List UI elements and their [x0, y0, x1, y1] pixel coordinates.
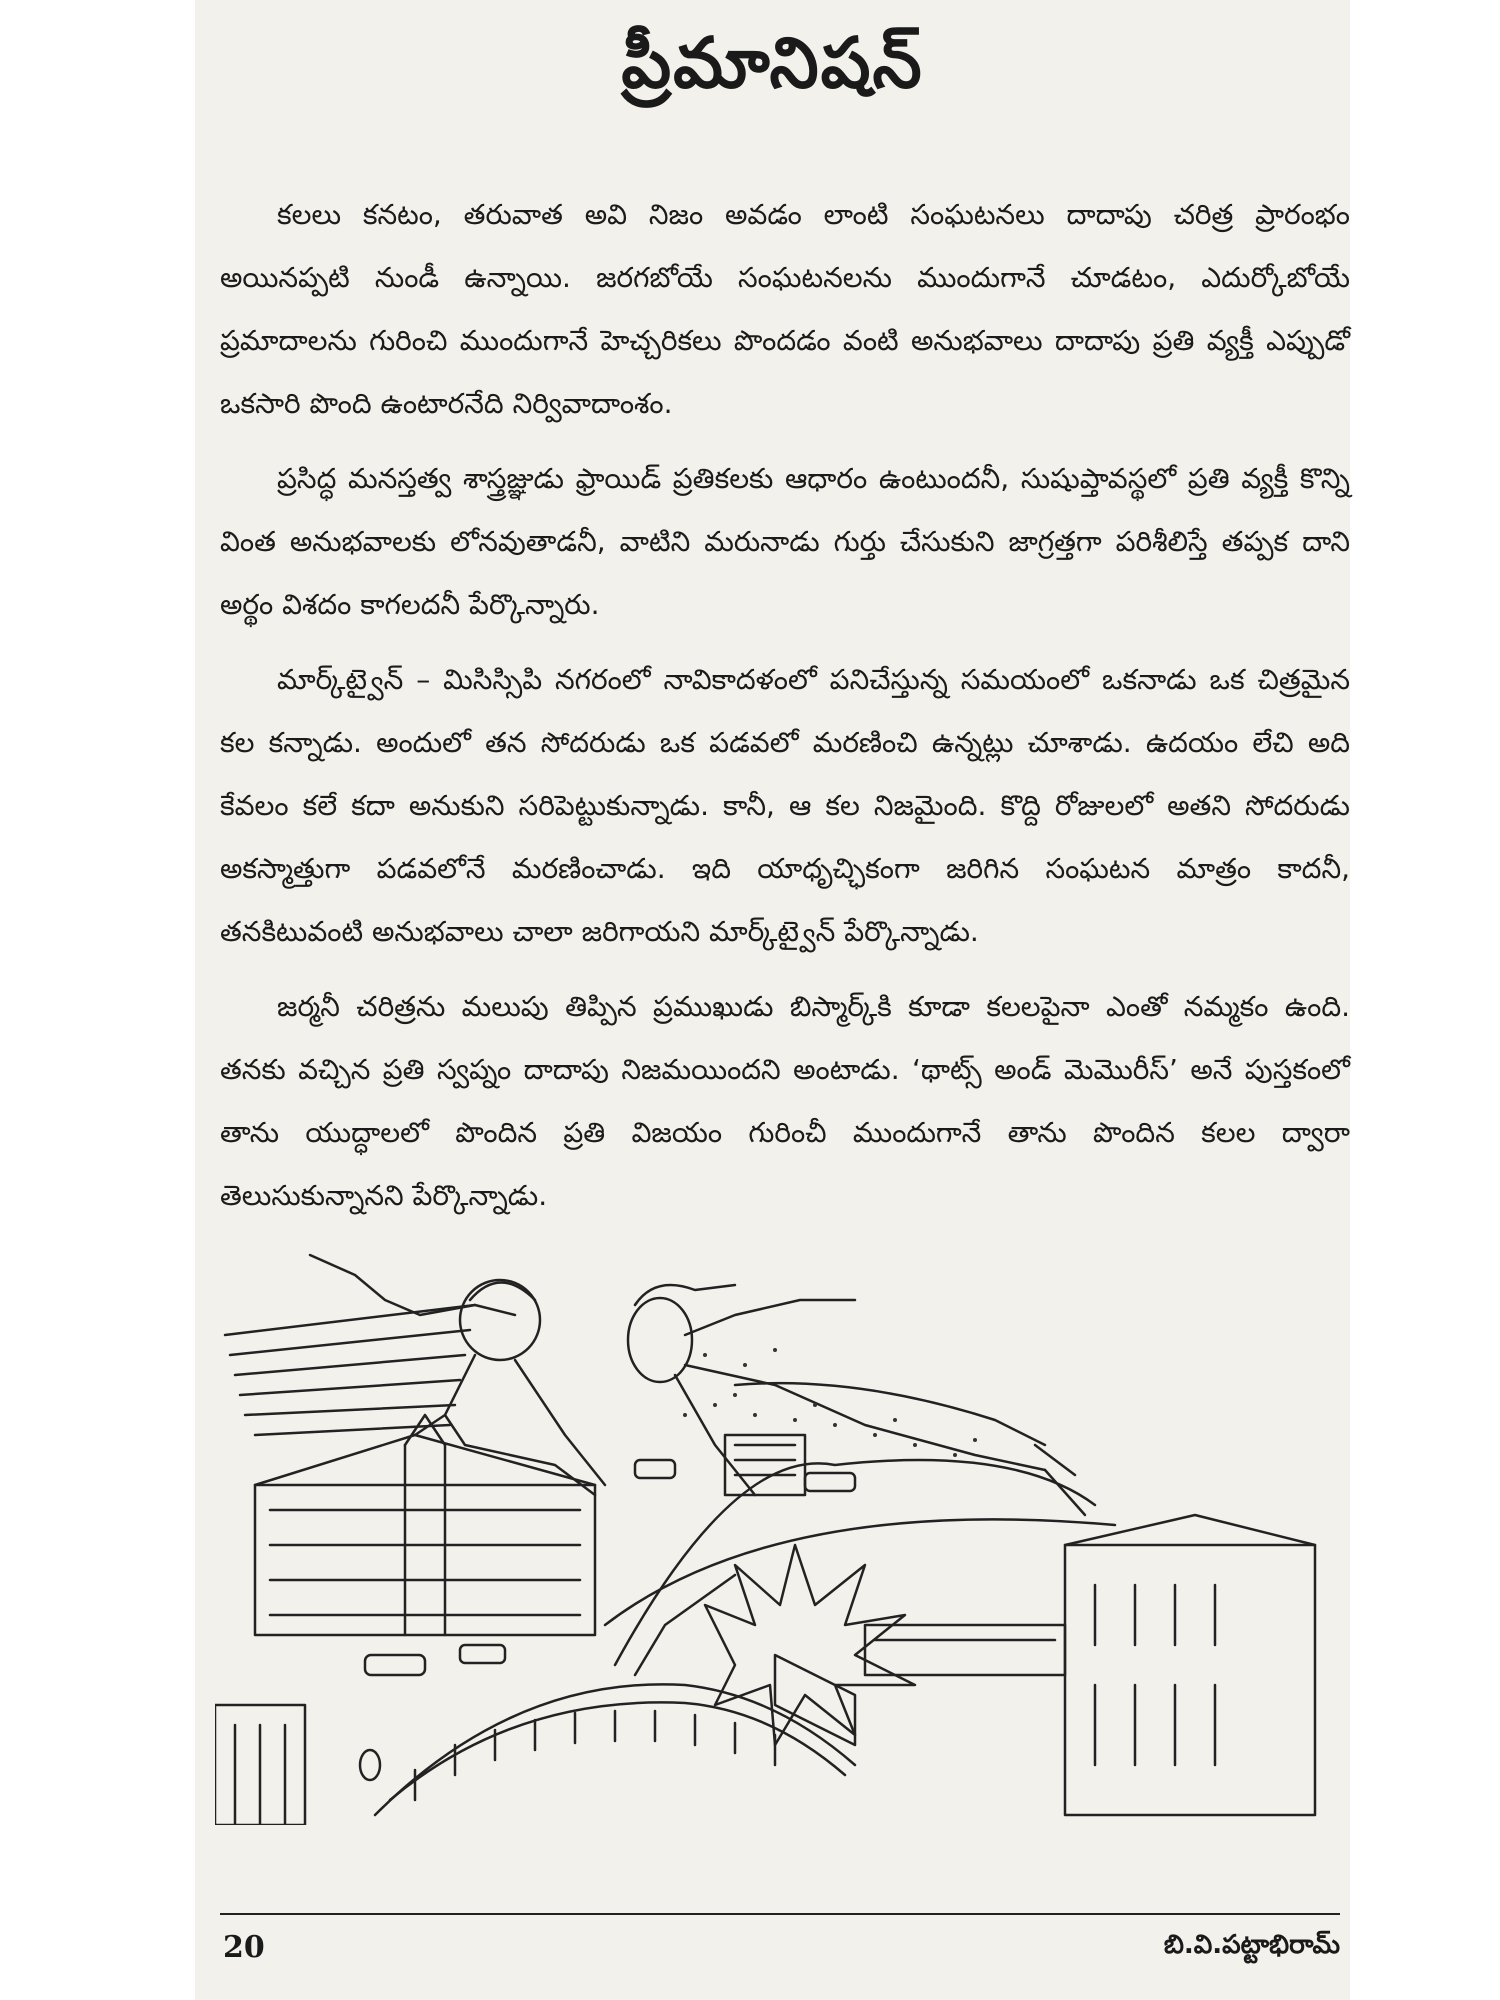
paragraph-2: ప్రసిద్ధ మనస్తత్వ శాస్త్రజ్ఞుడు ఫ్రాయిడ్ ప్రతికలకు ఆధారం ఉంటుందనీ, సుషుప్తావస్థలో ప్రతి వ్యక్తీ కొన్ని వింత అనుభవాలకు లోనవుతాడనీ, వాటిని మరునాడు గుర్తు చేసుకుని జాగ్రత్తగా పరిశీలిస్తే తప్పక దాని అర్థం విశదం కాగలదనీ పేర్కొన్నారు.: [220, 462, 1350, 621]
paragraph-1: కలలు కనటం, తరువాత అవి నిజం అవడం లాంటి సంఘటనలు దాదాపు చరిత్ర ప్రారంభం అయినప్పటి నుండీ ఉన్నాయి. జరగబోయే సంఘటనలను ముందుగానే చూడటం, ఎదుర్కోబోయే ప్రమాదాలను గురించి ముందుగానే హెచ్చరికలు పొందడం వంటి అనుభవాలు దాదాపు ప్రతి వ్యక్తీ ఎప్పుడో ఒకసారి పొంది ఉంటారనేది నిర్వివాదాంశం.: [220, 198, 1350, 420]
paragraph-4: జర్మనీ చరిత్రను మలుపు తిప్పిన ప్రముఖుడు బిస్మార్క్‌కి కూడా కలలపైనా ఎంతో నమ్మకం ఉంది. తనకు వచ్చిన ప్రతి స్వప్నం దాదాపు నిజమయిందని అంటాడు. ‘థాట్స్ అండ్ మెమొరీస్’ అనే పుస్తకంలో తాను యుద్ధాలలో పొందిన ప్రతి విజయం గురించీ ముందుగానే తాను పొందిన కలల ద్వారా తెలుసుకున్నానని పేర్కొన్నాడు.: [220, 990, 1350, 1212]
book-page: [195, 0, 1350, 2000]
author-name: బి.వి.పట్టాభిరామ్: [1163, 1930, 1340, 1960]
page-number: 20: [223, 1930, 265, 1965]
body-text: [220, 183, 1350, 1239]
footer-divider: [220, 1913, 1340, 1915]
page-title: ప్రీమానిషన్: [621, 22, 924, 104]
flying-dreamers-illustration: [215, 1245, 1330, 1825]
paragraph-3: మార్క్‌ట్వైన్ – మిసిస్సిపి నగరంలో నావికాదళంలో పనిచేస్తున్న సమయంలో ఒకనాడు ఒక చిత్రమైన కల కన్నాడు. అందులో తన సోదరుడు ఒక పడవలో మరణించి ఉన్నట్లు చూశాడు. ఉదయం లేచి అది కేవలం కలే కదా అనుకుని సరిపెట్టుకున్నాడు. కానీ, ఆ కల నిజమైంది. కొద్ది రోజులలో అతని సోదరుడు అకస్మాత్తుగా పడవలోనే మరణించాడు. ఇది యాధృచ్ఛికంగా జరిగిన సంఘటన మాత్రం కాదనీ, తనకిటువంటి అనుభవాలు చాలా జరిగాయని మార్క్‌ట్వైన్ పేర్కొన్నాడు.: [220, 663, 1350, 948]
